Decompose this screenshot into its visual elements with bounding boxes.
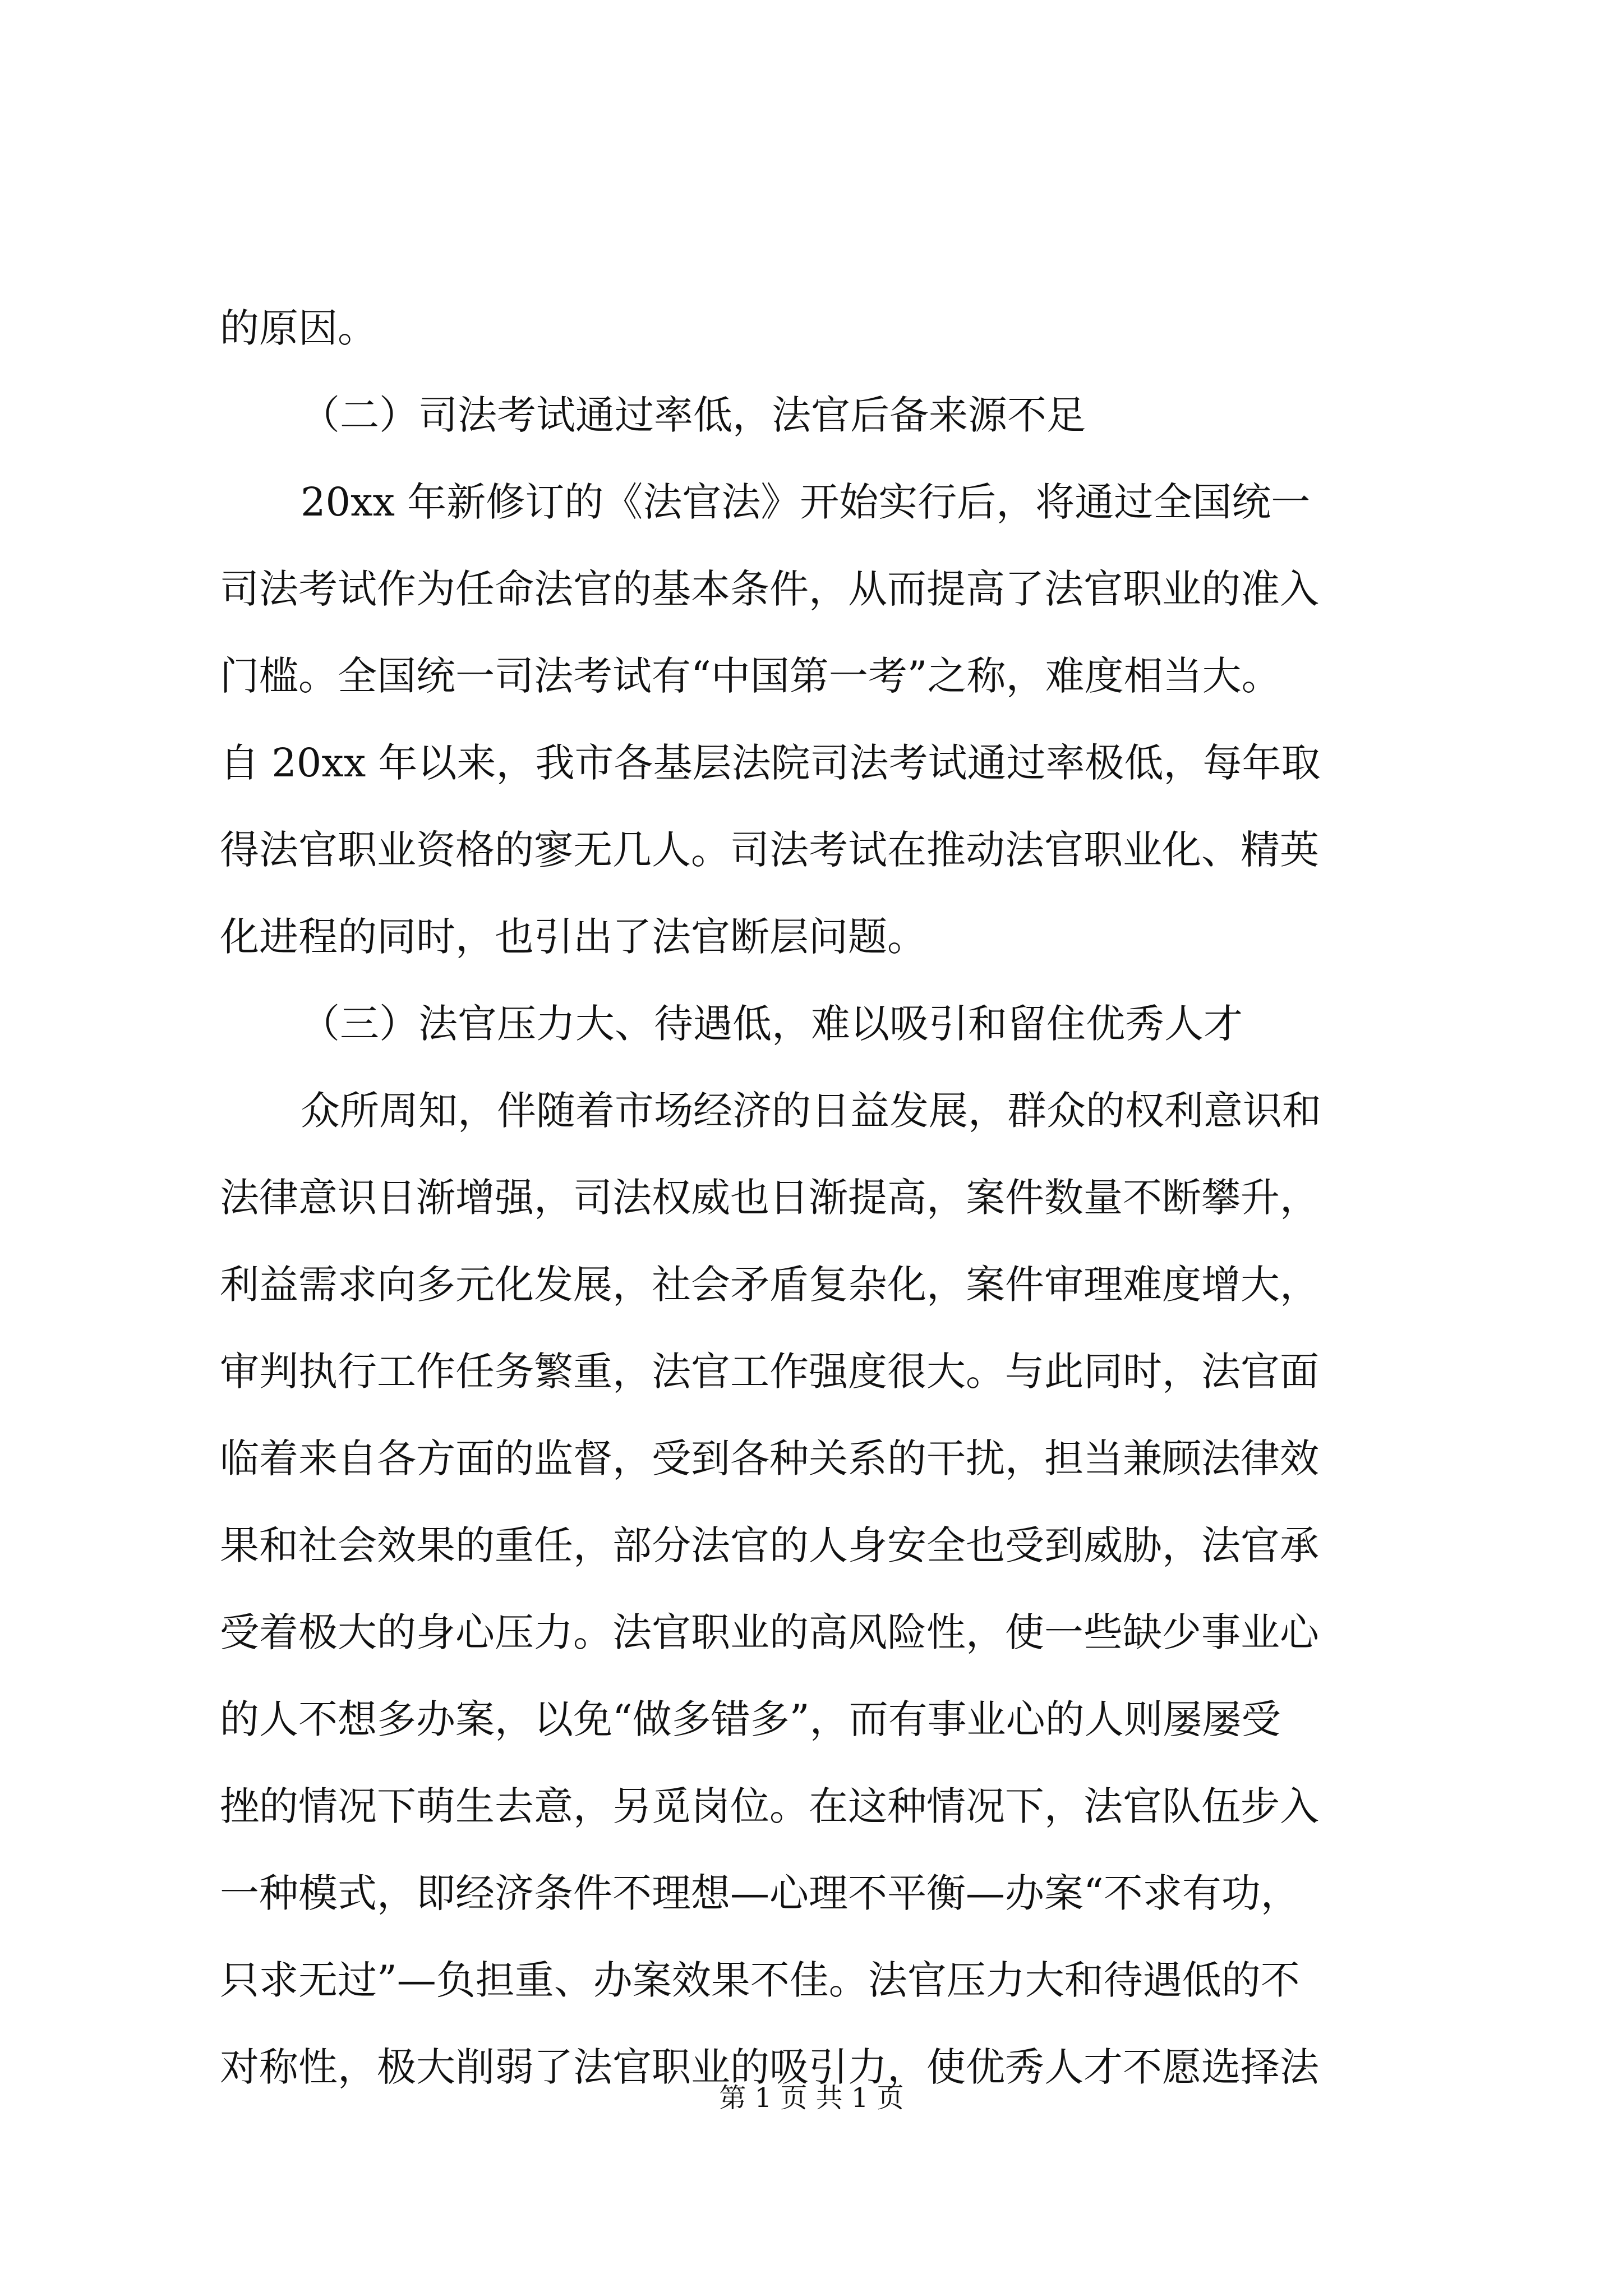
- text-line: 门槛。全国统一司法考试有“中国第一考”之称，难度相当大。: [220, 653, 1281, 699]
- section-heading: （二）司法考试通过率低，法官后备来源不足: [301, 392, 1086, 438]
- page-footer: 第 1 页 共 1 页: [719, 2082, 904, 2114]
- text-line: 临着来自各方面的监督，受到各种关系的干扰，担当兼顾法律效: [220, 1435, 1319, 1481]
- text-line: 化进程的同时，也引出了法官断层问题。: [220, 914, 926, 960]
- text-line: 得法官职业资格的寥无几人。司法考试在推动法官职业化、精英: [220, 827, 1319, 873]
- text-line: 自 20xx 年以来，我市各基层法院司法考试通过率极低，每年取: [220, 740, 1321, 786]
- text-line: 的原因。: [220, 305, 377, 351]
- text-line: 法律意识日渐增强，司法权威也日渐提高，案件数量不断攀升，: [220, 1175, 1319, 1221]
- text-line: 果和社会效果的重任，部分法官的人身安全也受到威胁，法官承: [220, 1522, 1319, 1568]
- text-line: 众所周知，伴随着市场经济的日益发展，群众的权利意识和: [301, 1088, 1321, 1134]
- text-line: 20xx 年新修订的《法官法》开始实行后，将通过全国统一: [301, 479, 1311, 525]
- text-line: 只求无过”—负担重、办案效果不佳。法官压力大和待遇低的不: [220, 1957, 1300, 2003]
- text-line: 利益需求向多元化发展，社会矛盾复杂化，案件审理难度增大，: [220, 1262, 1319, 1308]
- text-line: 司法考试作为任命法官的基本条件，从而提高了法官职业的准入: [220, 566, 1319, 612]
- text-line: 对称性，极大削弱了法官职业的吸引力，使优秀人才不愿选择法: [220, 2044, 1319, 2090]
- text-line: 的人不想多办案，以免“做多错多”，而有事业心的人则屡屡受: [220, 1696, 1281, 1742]
- text-line: 一种模式，即经济条件不理想—心理不平衡—办案“不求有功，: [220, 1870, 1300, 1916]
- text-line: 审判执行工作任务繁重，法官工作强度很大。与此同时，法官面: [220, 1349, 1319, 1395]
- text-line: 受着极大的身心压力。法官职业的高风险性，使一些缺少事业心: [220, 1609, 1319, 1655]
- section-heading: （三）法官压力大、待遇低，难以吸引和留住优秀人才: [301, 1001, 1243, 1047]
- text-line: 挫的情况下萌生去意，另觅岗位。在这种情况下，法官队伍步入: [220, 1783, 1319, 1829]
